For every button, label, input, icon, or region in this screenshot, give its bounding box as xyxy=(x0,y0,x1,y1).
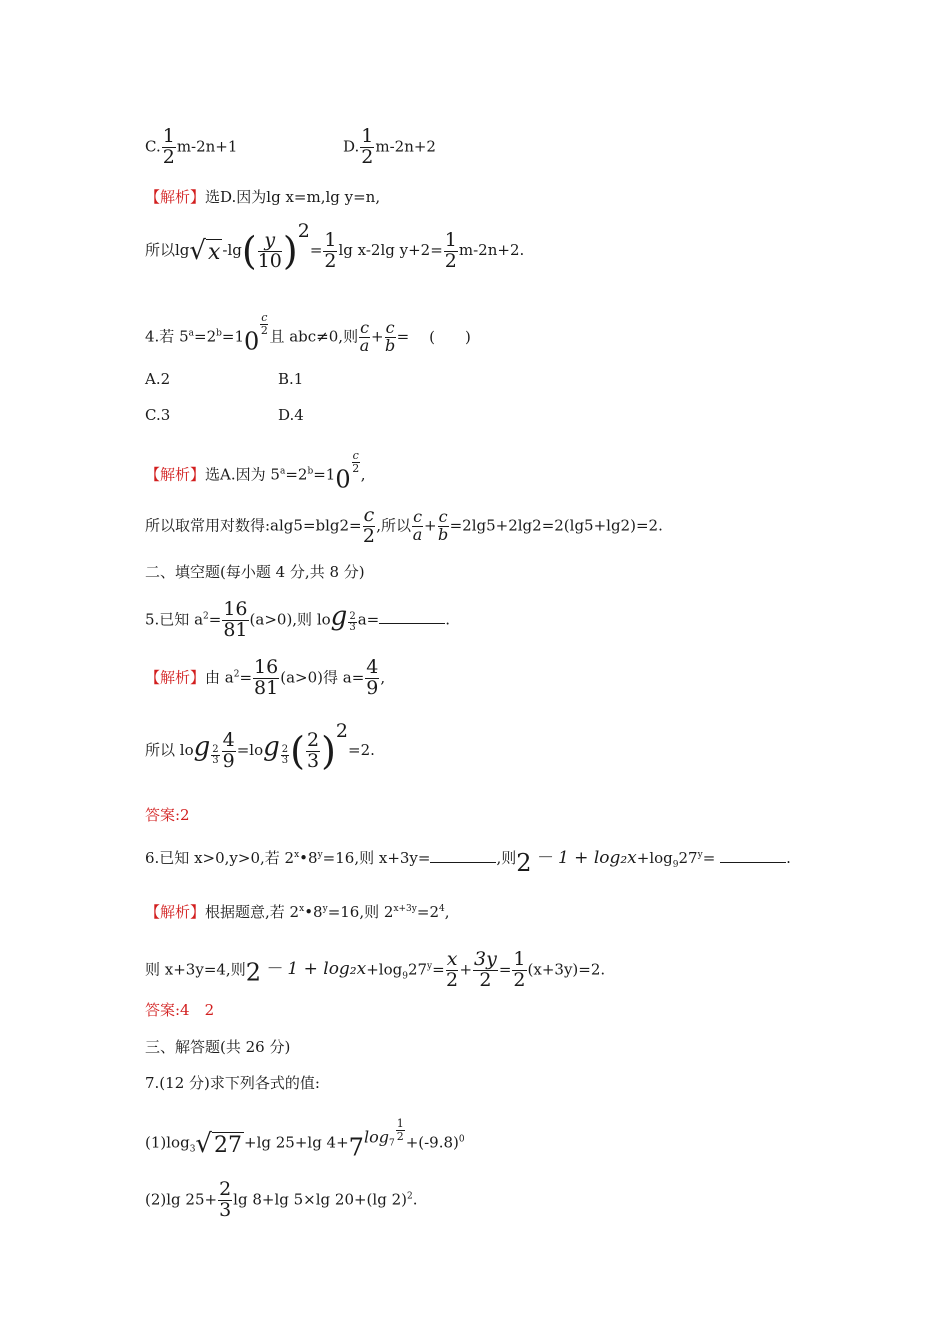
fraction-3y-2: $\frac{3y}{2}$ xyxy=(474,948,497,991)
fraction-y-10: $\frac{y}{10}$ xyxy=(257,228,282,272)
answer-6: 答案:4 2 xyxy=(145,1001,215,1019)
answer-5: 答案:2 xyxy=(145,806,190,824)
analysis-tag: 【解析】 xyxy=(145,668,206,687)
q5-solution-line1: 【解析】由 $a^2=$ $\frac{16}{81}$ (a>0)得 a= $\frac{4}{9}$ , xyxy=(145,656,386,699)
fraction-c-a: $\frac{c}{a}$ xyxy=(412,507,423,544)
q5-solution-line2: 所以 log $\frac{2}{3}$ $\frac{4}{9}$ =log $\frac{2}{3}$ ( $\frac{2}{3}$ )2=2. xyxy=(145,720,375,773)
answer-blank xyxy=(430,861,496,863)
q4-solution-line2: 所以取常用对数得:alg5=blg2= $\frac{c}{2}$ ,所以 $\frac{c}{a}$ + $\frac{c}{b}$ =2lg5+2lg2=2(lg5+lg2)=2. xyxy=(145,504,663,547)
base-2-3: $\frac{2}{3}$ xyxy=(281,743,289,766)
fraction-half: $\frac{1}{2}$ xyxy=(444,228,457,272)
base-2-3: $\frac{2}{3}$ xyxy=(212,743,219,766)
answer-blank xyxy=(720,861,786,863)
analysis-tag: 【解析】 xyxy=(145,903,206,921)
analysis-tag: 【解析】 xyxy=(145,188,206,206)
option-label: C. xyxy=(145,137,161,156)
q3-solution-line1: 【解析】选D.因为lg x=m,lg y=n, xyxy=(145,188,381,206)
q7-part1: $(1)\log_3√27 +\lg$ 25+lg $4+7\log^7$ $\frac{1}{2}$ $+(-9.8)^0$ xyxy=(145,1117,465,1162)
exponent-half: $\frac{1}{2}$ xyxy=(396,1117,404,1143)
q3-option-c: C. $\frac{1}{2}$ m-2n+1 xyxy=(145,125,238,168)
q3-option-d: D. $\frac{1}{2}$ m-2n+2 xyxy=(343,125,436,168)
option-label: D. xyxy=(343,137,360,156)
fraction-2-3: $\frac{2}{3}$ xyxy=(219,1178,232,1221)
exponent-c-over-2: $\frac{c}{2}$ xyxy=(352,449,360,475)
fraction-4-9: $\frac{4}{9}$ xyxy=(222,728,235,772)
section-2-heading: 二、填空题(每小题 4 分,共 8 分) xyxy=(145,563,365,581)
fraction-x-2: $\frac{x}{2}$ xyxy=(446,948,459,991)
fraction: $\frac{1}{2}$ xyxy=(361,125,374,168)
fraction-16-81: $\frac{16}{81}$ xyxy=(254,656,279,699)
sqrt-27: √27 xyxy=(195,1128,242,1159)
fraction-c-2: $\frac{c}{2}$ xyxy=(362,504,375,547)
q6-stem: 6.已知 x>0,y>0,若 $2^x•8^y=16$,则 x+3y= ,则$2 - 1 + \log_2x+\log_927^y=$ . xyxy=(145,848,791,877)
fraction-16-81: $\frac{16}{81}$ xyxy=(223,598,248,641)
q6-solution-line2: 则 x+3y=4,则$2 - 1 + \log_2x+\log_927^y=$ $\frac{x}{2}$ + $\frac{3y}{2}$ = $\frac{1}{2}$ (x+3y)=2. xyxy=(145,948,606,991)
exponent-c-over-2: $\frac{c}{2}$ xyxy=(260,311,268,337)
fraction-4-9: $\frac{4}{9}$ xyxy=(366,656,379,699)
q4-solution-line1: 【解析】选A.因为 $5^a=2^b=10$ $\frac{c}{2}$ , xyxy=(145,449,366,494)
analysis-tag: 【解析】 xyxy=(145,465,206,484)
q4-option-b: B.1 xyxy=(278,370,304,388)
q7-part2: (2)lg 25+ $\frac{2}{3}$ lg 8+lg 5×lg 20+(lg 2)$^2$. xyxy=(145,1178,418,1221)
sqrt-x: √x xyxy=(189,236,221,266)
fraction-c-a: $\frac{c}{a}$ xyxy=(359,318,370,356)
q4-option-a: A.2 xyxy=(145,370,171,388)
fraction-c-b: $\frac{c}{b}$ xyxy=(437,507,449,544)
answer-blank xyxy=(379,622,445,624)
q7-title: 7.(12 分)求下列各式的值: xyxy=(145,1074,320,1092)
q4-stem: 4.若 $5^a=2^b=10$ $\frac{c}{2}$ 且 abc≠0,则 $\frac{c}{a}$ + $\frac{c}{b}$ = ( ) xyxy=(145,311,471,356)
q6-solution-line1: 【解析】根据题意,若 $2^x•8^y=16$,则 $2^{x+3y}=2^4$, xyxy=(145,903,450,921)
fraction: $\frac{1}{2}$ xyxy=(162,125,175,168)
fraction-2-3: $\frac{2}{3}$ xyxy=(307,728,320,772)
fraction-c-b: $\frac{c}{b}$ xyxy=(384,318,396,356)
q4-option-d: D.4 xyxy=(278,406,304,424)
base-2-3: $\frac{2}{3}$ xyxy=(349,610,356,634)
q5-stem: 5.已知 $a^2=$ $\frac{16}{81}$ (a>0),则 log $\frac{2}{3}$ a= . xyxy=(145,598,450,641)
fraction-half: $\frac{1}{2}$ xyxy=(324,228,337,272)
q3-solution-line2: 所以lg√x -lg( $\frac{y}{10}$ )2= $\frac{1}{2}$ lg x-2lg y+2= $\frac{1}{2}$ m-2n+2. xyxy=(145,220,525,273)
q4-option-c: C.3 xyxy=(145,406,171,424)
section-3-heading: 三、解答题(共 26 分) xyxy=(145,1038,291,1056)
fraction-half: $\frac{1}{2}$ xyxy=(513,948,526,991)
